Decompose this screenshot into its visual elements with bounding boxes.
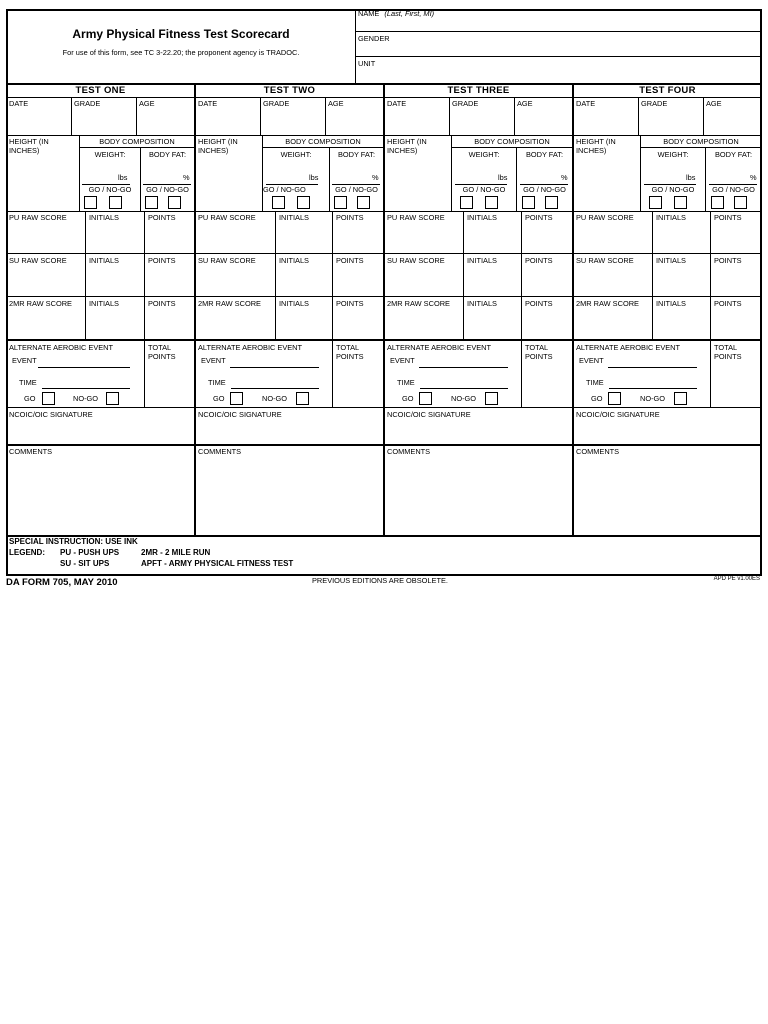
lbs-unit: lbs (686, 173, 696, 182)
height-field[interactable]: HEIGHT (IN INCHES) (198, 137, 238, 155)
comments-field[interactable]: COMMENTS (387, 447, 431, 456)
pu-initials-field[interactable]: INITIALS (656, 213, 686, 222)
date-field[interactable]: DATE (198, 99, 218, 108)
age-field[interactable]: AGE (328, 99, 344, 108)
cell-line (85, 212, 86, 340)
cell-line (275, 212, 276, 340)
su-initials-field[interactable]: INITIALS (467, 256, 497, 265)
event-input[interactable] (230, 367, 319, 368)
alt-nogo-checkbox[interactable] (674, 392, 687, 405)
weight-go-nogo: GO / NO-GO (462, 185, 506, 194)
2mr-raw-score-field[interactable]: 2MR RAW SCORE (576, 299, 639, 308)
event-label: EVENT (201, 356, 226, 365)
pu-points-field[interactable]: POINTS (148, 213, 176, 222)
pu-points-field[interactable]: POINTS (525, 213, 553, 222)
pu-initials-field[interactable]: INITIALS (89, 213, 119, 222)
signature-field[interactable]: NCOIC/OIC SIGNATURE (198, 410, 282, 419)
time-label: TIME (208, 378, 226, 387)
total-points-field[interactable]: TOTAL POINTS (336, 343, 364, 361)
time-label: TIME (586, 378, 604, 387)
weight-nogo-checkbox[interactable] (297, 196, 310, 209)
su-points-field[interactable]: POINTS (336, 256, 364, 265)
cell-line (136, 98, 137, 136)
su-raw-score-field[interactable]: SU RAW SCORE (576, 256, 634, 265)
unit-label: UNIT (358, 59, 376, 68)
go-label: GO (402, 394, 414, 403)
2mr-points-field[interactable]: POINTS (525, 299, 553, 308)
alt-nogo-checkbox[interactable] (485, 392, 498, 405)
su-initials-field[interactable]: INITIALS (656, 256, 686, 265)
bodyfat-go-nogo: GO / NO-GO (335, 185, 378, 194)
su-raw-score-field[interactable]: SU RAW SCORE (198, 256, 256, 265)
go-label: GO (591, 394, 603, 403)
percent-unit: % (750, 173, 757, 182)
col-divider-1 (194, 84, 196, 536)
alt-nogo-checkbox[interactable] (296, 392, 309, 405)
version: APD PE v1.00ES (713, 576, 760, 582)
cell-line (144, 212, 145, 408)
nogo-label: NO-GO (640, 394, 666, 403)
comments-field[interactable]: COMMENTS (9, 447, 53, 456)
event-label: EVENT (579, 356, 604, 365)
su-points-field[interactable]: POINTS (525, 256, 553, 265)
gender-label: GENDER (358, 34, 390, 43)
cell-line (652, 212, 653, 340)
test-heading: TEST FOUR (639, 85, 696, 96)
alt-go-checkbox[interactable] (608, 392, 621, 405)
legend-su: SU - SIT UPS (60, 559, 110, 568)
age-field[interactable]: AGE (139, 99, 155, 108)
previous-editions: PREVIOUS EDITIONS ARE OBSOLETE. (312, 576, 448, 585)
weight-go-checkbox[interactable] (84, 196, 97, 209)
2mr-initials-field[interactable]: INITIALS (467, 299, 497, 308)
time-input[interactable] (420, 388, 508, 389)
cell-line (262, 147, 383, 148)
special-instruction: SPECIAL INSTRUCTION: USE INK (9, 537, 138, 546)
grade-field[interactable]: GRADE (263, 99, 290, 108)
bodyfat-go-checkbox[interactable] (334, 196, 347, 209)
body-fat-label: BODY FAT: (525, 150, 564, 159)
su-points-field[interactable]: POINTS (148, 256, 176, 265)
alt-event-label: ALTERNATE AEROBIC EVENT (576, 343, 681, 352)
lbs-unit: lbs (118, 173, 128, 182)
pu-initials-field[interactable]: INITIALS (467, 213, 497, 222)
comments-field[interactable]: COMMENTS (198, 447, 242, 456)
pu-initials-field[interactable]: INITIALS (279, 213, 309, 222)
weight-label: WEIGHT: (657, 150, 689, 159)
cell-line (449, 98, 450, 136)
age-field[interactable]: AGE (517, 99, 533, 108)
cell-line (514, 98, 515, 136)
weight-label: WEIGHT: (468, 150, 500, 159)
total-points-field[interactable]: TOTAL POINTS (714, 343, 742, 361)
name-hint: (Last, First, MI) (384, 9, 435, 18)
comments-field[interactable]: COMMENTS (576, 447, 620, 456)
bodyfat-go-nogo: GO / NO-GO (523, 185, 566, 194)
gender-field[interactable] (358, 34, 758, 56)
body-composition-label: BODY COMPOSITION (99, 137, 175, 146)
height-field[interactable]: HEIGHT (IN INCHES) (9, 137, 49, 155)
time-input[interactable] (42, 388, 130, 389)
su-points-field[interactable]: POINTS (714, 256, 742, 265)
bodyfat-go-nogo: GO / NO-GO (712, 185, 755, 194)
weight-nogo-checkbox[interactable] (674, 196, 687, 209)
body-fat-label: BODY FAT: (148, 150, 187, 159)
total-points-field[interactable]: TOTAL POINTS (148, 343, 176, 361)
header-divider (355, 10, 356, 84)
cell-line (521, 212, 522, 408)
grade-field[interactable]: GRADE (74, 99, 101, 108)
go-label: GO (213, 394, 225, 403)
cell-line (332, 212, 333, 408)
date-field[interactable]: DATE (9, 99, 29, 108)
nogo-label: NO-GO (73, 394, 99, 403)
signature-field[interactable]: NCOIC/OIC SIGNATURE (576, 410, 660, 419)
alt-go-checkbox[interactable] (230, 392, 243, 405)
body-fat-label: BODY FAT: (337, 150, 376, 159)
date-field[interactable]: DATE (387, 99, 407, 108)
age-field[interactable]: AGE (706, 99, 722, 108)
2mr-points-field[interactable]: POINTS (148, 299, 176, 308)
2mr-initials-field[interactable]: INITIALS (89, 299, 119, 308)
2mr-initials-field[interactable]: INITIALS (279, 299, 309, 308)
form-subtitle: For use of this form, see TC 3-22.20; the proponent agency is TRADOC. (62, 48, 300, 57)
lbs-unit: lbs (309, 173, 319, 182)
cell-line (325, 98, 326, 136)
weight-label: WEIGHT: (94, 150, 126, 159)
weight-go-checkbox[interactable] (460, 196, 473, 209)
signature-field[interactable]: NCOIC/OIC SIGNATURE (387, 410, 471, 419)
alt-event-label: ALTERNATE AEROBIC EVENT (387, 343, 492, 352)
alt-go-checkbox[interactable] (419, 392, 432, 405)
2mr-raw-score-field[interactable]: 2MR RAW SCORE (9, 299, 72, 308)
bodyfat-go-checkbox[interactable] (711, 196, 724, 209)
body-composition-label: BODY COMPOSITION (663, 137, 739, 146)
grade-field[interactable]: GRADE (641, 99, 668, 108)
form-number: DA FORM 705, MAY 2010 (6, 577, 118, 588)
test-heading: TEST ONE (75, 85, 126, 96)
signature-field[interactable]: NCOIC/OIC SIGNATURE (9, 410, 93, 419)
height-field[interactable]: HEIGHT (IN INCHES) (576, 137, 616, 155)
total-points-field[interactable]: TOTAL POINTS (525, 343, 553, 361)
event-input[interactable] (419, 367, 508, 368)
pu-raw-score-field[interactable]: PU RAW SCORE (576, 213, 634, 222)
col-divider-3 (572, 84, 574, 536)
cell-line (640, 147, 761, 148)
su-raw-score-field[interactable]: SU RAW SCORE (9, 256, 67, 265)
percent-unit: % (561, 173, 568, 182)
alt-event-label: ALTERNATE AEROBIC EVENT (9, 343, 114, 352)
2mr-raw-score-field[interactable]: 2MR RAW SCORE (198, 299, 261, 308)
cell-line (79, 147, 194, 148)
col-divider-2 (383, 84, 385, 536)
2mr-raw-score-field[interactable]: 2MR RAW SCORE (387, 299, 450, 308)
weight-go-checkbox[interactable] (272, 196, 285, 209)
bodyfat-nogo-checkbox[interactable] (357, 196, 370, 209)
alt-event-label: ALTERNATE AEROBIC EVENT (198, 343, 303, 352)
cell-line (703, 98, 704, 136)
weight-label: WEIGHT: (280, 150, 312, 159)
cell-line (451, 147, 572, 148)
height-field[interactable]: HEIGHT (IN INCHES) (387, 137, 427, 155)
unit-field[interactable] (358, 59, 758, 81)
body-composition-label: BODY COMPOSITION (474, 137, 550, 146)
nogo-label: NO-GO (451, 394, 477, 403)
2mr-initials-field[interactable]: INITIALS (656, 299, 686, 308)
bodyfat-go-nogo: GO / NO-GO (146, 185, 189, 194)
form-title: Army Physical Fitness Test Scorecard (72, 27, 290, 41)
pu-points-field[interactable]: POINTS (336, 213, 364, 222)
nogo-label: NO-GO (262, 394, 288, 403)
test-heading: TEST TWO (263, 85, 316, 96)
body-composition-label: BODY COMPOSITION (285, 137, 361, 146)
pu-raw-score-field[interactable]: PU RAW SCORE (387, 213, 445, 222)
name-label: NAME (358, 9, 380, 18)
event-input[interactable] (38, 367, 130, 368)
pu-raw-score-field[interactable]: PU RAW SCORE (9, 213, 67, 222)
weight-go-nogo: GO / NO-GO (263, 185, 306, 194)
percent-unit: % (372, 173, 379, 182)
bodyfat-nogo-checkbox[interactable] (168, 196, 181, 209)
time-label: TIME (19, 378, 37, 387)
lbs-unit: lbs (498, 173, 508, 182)
header-line-1 (355, 31, 761, 32)
su-initials-field[interactable]: INITIALS (279, 256, 309, 265)
grade-field[interactable]: GRADE (452, 99, 479, 108)
body-fat-label: BODY FAT: (714, 150, 753, 159)
2mr-points-field[interactable]: POINTS (714, 299, 742, 308)
legend-pu: PU - PUSH UPS (60, 548, 120, 557)
time-input[interactable] (609, 388, 697, 389)
header-line-2 (355, 56, 761, 57)
cell-line (260, 98, 261, 136)
pu-points-field[interactable]: POINTS (714, 213, 742, 222)
cell-line (638, 98, 639, 136)
legend-label: LEGEND: (9, 548, 45, 557)
su-initials-field[interactable]: INITIALS (89, 256, 119, 265)
bodyfat-nogo-checkbox[interactable] (545, 196, 558, 209)
weight-go-nogo: GO / NO-GO (651, 185, 695, 194)
cell-line (710, 212, 711, 408)
test-heading: TEST THREE (447, 85, 510, 96)
weight-go-checkbox[interactable] (649, 196, 662, 209)
alt-nogo-checkbox[interactable] (106, 392, 119, 405)
weight-nogo-checkbox[interactable] (109, 196, 122, 209)
event-label: EVENT (12, 356, 37, 365)
name-field[interactable] (358, 9, 758, 31)
pu-raw-score-field[interactable]: PU RAW SCORE (198, 213, 256, 222)
cell-line (463, 212, 464, 340)
bodyfat-nogo-checkbox[interactable] (734, 196, 747, 209)
legend-2mr: 2MR - 2 MILE RUN (141, 548, 211, 557)
weight-go-nogo: GO / NO-GO (88, 185, 132, 194)
weight-nogo-checkbox[interactable] (485, 196, 498, 209)
percent-unit: % (183, 173, 190, 182)
2mr-points-field[interactable]: POINTS (336, 299, 364, 308)
bodyfat-go-checkbox[interactable] (522, 196, 535, 209)
go-label: GO (24, 394, 36, 403)
alt-go-checkbox[interactable] (42, 392, 55, 405)
date-field[interactable]: DATE (576, 99, 596, 108)
legend-apft: APFT - ARMY PHYSICAL FITNESS TEST (141, 559, 294, 568)
bodyfat-go-checkbox[interactable] (145, 196, 158, 209)
time-label: TIME (397, 378, 415, 387)
su-raw-score-field[interactable]: SU RAW SCORE (387, 256, 445, 265)
event-label: EVENT (390, 356, 415, 365)
cell-line (71, 98, 72, 136)
time-input[interactable] (231, 388, 319, 389)
event-input[interactable] (608, 367, 697, 368)
